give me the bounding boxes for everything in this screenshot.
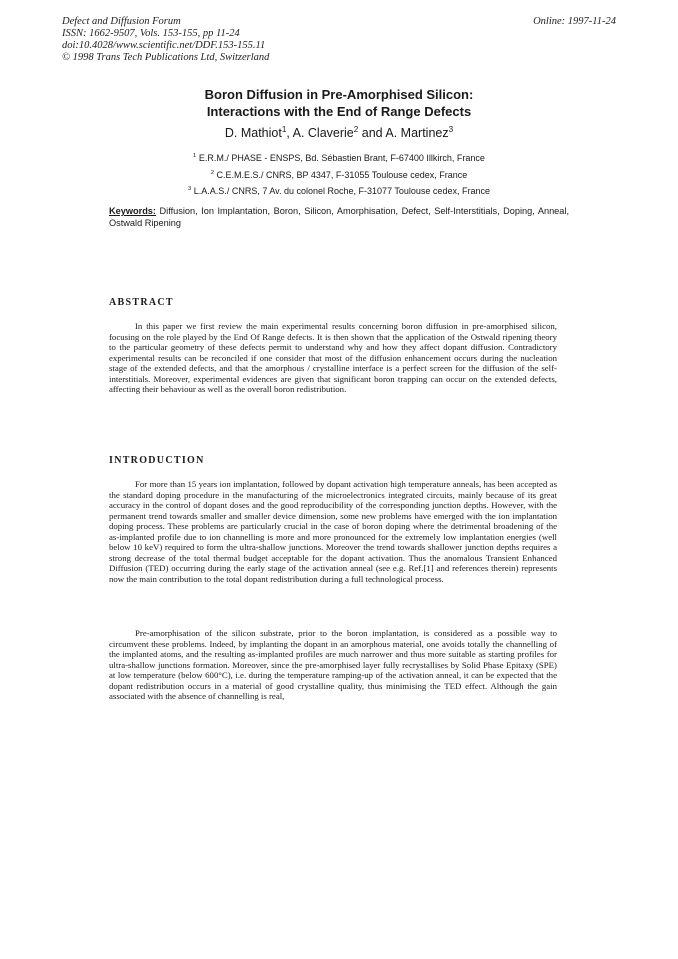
paper-title [0, 86, 678, 120]
author-separator: , [286, 126, 293, 140]
journal-header [62, 16, 269, 64]
affiliation [0, 150, 678, 167]
introduction-paragraph-1: For more than 15 years ion implantation, followed by dopant activation high temperature anneals, has been accepted as the standard doping procedure in the manufacturing of the microelectronics integrated circuits, mainly because of its great accuracy in the control of dopant doses and the good reproducibility of the corresponding junction depths. However, with the permanent trend towards smaller and smaller device dimension, some new problems have emerged with the ion implantation doping process. These problems are particularly crucial in the case of boron doping where the detrimental broadening of the as-implanted profile due to ion channelling is more and more pronounced for the extremely low implantation energies (well below 10 keV) required to form the ultra-shallow junctions. Moreover the trend towards shallower junction depths requires a strong decrease of the total thermal budget acceptable for the dopant activation. Thus the anomalous Transient Enhanced Diffusion (TED) occurring during the early stage of the activation anneal (see e.g. Ref.[1] and references therein) represents now the main contribution to the total dopant redistribution during a full technological process. [109, 479, 557, 584]
introduction-paragraph-2: Pre-amorphisation of the silicon substrate, prior to the boron implantation, is considered as a possible way to circumvent these problems. Indeed, by implanting the dopant in an amorphous material, one avoids totally the channelling of the implanted atoms, and the resulting as-implanted profiles are much narrower and thus more suitable as starting profiles for ultra-shallow junctions formation. Moreover, since the pre-amorphised layer fully recrystallises by Solid Phase Epitaxy (SPE) at low temperature (below 600°C), i.e. during the temperature ramping-up of the activation anneal, it can be expected that the dopant redistribution occurs in a material of good crystalline quality, thus minimising the TED effect. Although the gain associated with the absence of channelling is real, [109, 628, 557, 701]
doi-line: doi:10.4028/www.scientific.net/DDF.153-155.11 [62, 40, 266, 51]
author-name: A. Claverie [292, 126, 354, 140]
affiliation-list [0, 150, 678, 200]
author-name: D. Mathiot [224, 126, 282, 140]
keywords-text: Diffusion, Ion Implantation, Boron, Silicon, Amorphisation, Defect, Self-Interstitials, Doping, Anneal, Ostwald Ripening [109, 206, 569, 228]
affiliation-text: L.A.A.S./ CNRS, 7 Av. du colonel Roche, F-31077 Toulouse cedex, France [193, 186, 490, 196]
affiliation-text: C.E.M.E.S./ CNRS, BP 4347, F-31055 Toulouse cedex, France [216, 169, 468, 180]
online-date: Online: 1997-11-24 [533, 16, 616, 27]
author-affiliation-mark: 1 [281, 124, 287, 134]
keywords-label: Keywords: [109, 206, 156, 216]
affiliation [0, 183, 678, 200]
journal-name: Defect and Diffusion Forum [62, 16, 181, 27]
keywords [109, 206, 569, 229]
copyright-line: © 1998 Trans Tech Publications Ltd, Switzerland [62, 52, 270, 63]
affiliation-text: E.R.M./ PHASE - ENSPS, Bd. Sébastien Brant, F-67400 Illkirch, France [198, 153, 485, 163]
affiliation-number: 1 [193, 153, 197, 159]
author-list [0, 126, 678, 140]
title-line-1: Boron Diffusion in Pre-Amorphised Silicon: [204, 87, 474, 102]
abstract-heading: ABSTRACT [109, 297, 174, 308]
author-separator: and [358, 126, 386, 140]
affiliation [0, 167, 678, 184]
author-affiliation-mark: 3 [448, 124, 454, 134]
affiliation-number: 3 [188, 186, 192, 192]
affiliation-number: 2 [210, 169, 214, 176]
issn-line: ISSN: 1662-9507, Vols. 153-155, pp 11-24 [62, 28, 240, 39]
introduction-heading: INTRODUCTION [109, 455, 205, 466]
author-name: A. Martinez [385, 126, 449, 140]
abstract-text: In this paper we first review the main experimental results concerning boron diffusion in pre-amorphised silicon, focusing on the role played by the End Of Range defects. It is then shown that the application of the Ostwald ripening theory to the particular geometry of these defects permit to understand why and how they affect dopant diffusion. Contradictory experimental results can be reconciled if one consider that most of the diffusion enhancement occurs during the nucleation stage of the extended defects, and that the amorphous / crystalline interface is a perfect screen for the diffusion of the self-interstitials. Moreover, experimental evidences are given that significant boron trapping can occur on the extended defects, affecting their behaviour as well as the overall boron redistribution. [109, 321, 557, 394]
author-affiliation-mark: 2 [353, 124, 359, 134]
title-line-2: Interactions with the End of Range Defects [206, 104, 472, 119]
